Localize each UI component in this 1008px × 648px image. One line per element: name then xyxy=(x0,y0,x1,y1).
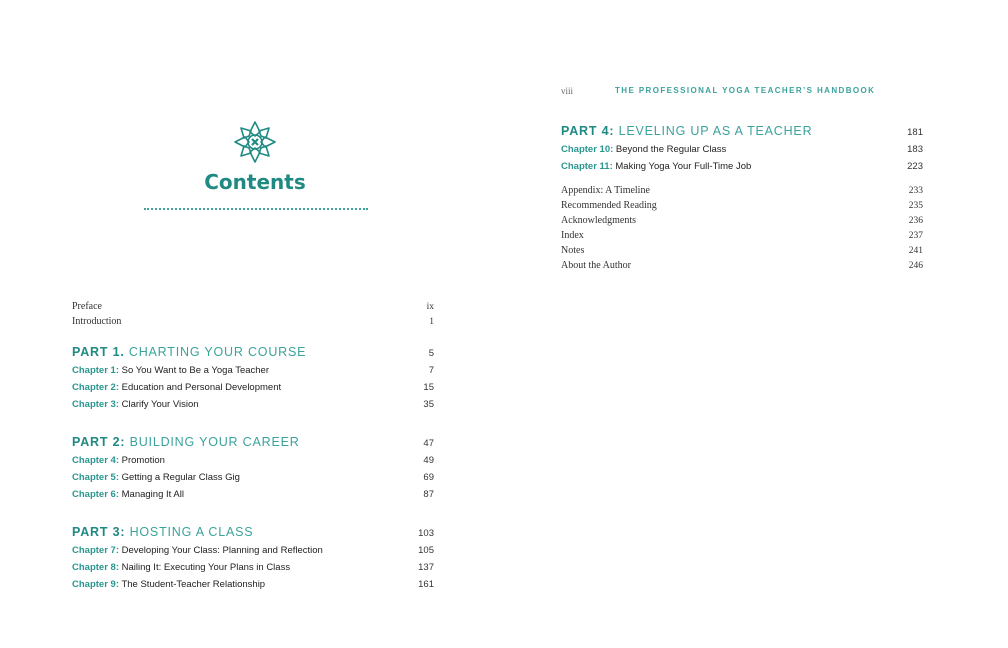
chapter-title: Education and Personal Development xyxy=(121,382,282,393)
chapter-number: Chapter 6: xyxy=(72,489,119,500)
toc-entry-introduction[interactable] xyxy=(72,316,434,331)
chapter-entry[interactable] xyxy=(72,399,434,416)
chapter-page: 35 xyxy=(423,399,434,410)
entry-label: Appendix: A Timeline xyxy=(561,185,650,196)
chapter-entry[interactable] xyxy=(72,489,434,506)
entry-label: Notes xyxy=(561,245,585,256)
part-4-block xyxy=(561,124,923,178)
running-head xyxy=(561,86,876,96)
chapter-title: The Student-Teacher Relationship xyxy=(121,579,266,590)
chapter-number: Chapter 10: xyxy=(561,144,614,155)
chapter-title: Making Yoga Your Full-Time Job xyxy=(615,161,752,172)
part-title: HOSTING A CLASS xyxy=(129,525,254,539)
part-title: CHARTING YOUR COURSE xyxy=(128,345,307,359)
entry-page: 1 xyxy=(429,317,434,327)
toc-entry-notes[interactable] xyxy=(561,245,923,260)
part-title: BUILDING YOUR CAREER xyxy=(129,435,300,449)
part-page: 5 xyxy=(428,348,434,359)
toc-entry-about-the-author[interactable] xyxy=(561,260,923,275)
toc-entry-appendix[interactable] xyxy=(561,185,923,200)
part-number: PART 2: xyxy=(72,435,126,449)
entry-page: 233 xyxy=(908,186,923,196)
toc-entry-acknowledgments[interactable] xyxy=(561,215,923,230)
part-title: LEVELING UP AS A TEACHER xyxy=(618,124,813,138)
chapter-number: Chapter 2: xyxy=(72,382,119,393)
chapter-page: 161 xyxy=(418,579,434,590)
page-folio: viii xyxy=(561,86,574,96)
part-number: PART 3: xyxy=(72,525,126,539)
chapter-title: Developing Your Class: Planning and Reflection xyxy=(121,545,323,556)
chapter-title: Nailing It: Executing Your Plans in Class xyxy=(121,562,291,573)
entry-page: 237 xyxy=(908,231,923,241)
chapter-page: 87 xyxy=(423,489,434,500)
chapter-number: Chapter 3: xyxy=(72,399,119,410)
chapter-title: Promotion xyxy=(121,455,165,466)
chapter-number: Chapter 5: xyxy=(72,472,119,483)
chapter-number: Chapter 8: xyxy=(72,562,119,573)
part-heading[interactable] xyxy=(72,525,434,545)
chapter-title: Beyond the Regular Class xyxy=(615,144,727,155)
chapter-page: 69 xyxy=(423,472,434,483)
toc-entry-preface[interactable] xyxy=(72,301,434,316)
chapter-entry[interactable] xyxy=(72,472,434,489)
chapter-entry[interactable] xyxy=(561,144,923,161)
dotted-divider xyxy=(144,208,368,210)
entry-label: Preface xyxy=(72,301,102,312)
entry-label: About the Author xyxy=(561,260,631,271)
part-number: PART 4: xyxy=(561,124,615,138)
chapter-title: So You Want to Be a Yoga Teacher xyxy=(121,365,269,376)
chapter-entry[interactable] xyxy=(561,161,923,178)
chapter-number: Chapter 9: xyxy=(72,579,119,590)
front-matter-list xyxy=(72,301,434,331)
part-page: 47 xyxy=(423,438,434,449)
part-heading[interactable] xyxy=(561,124,923,144)
entry-label: Acknowledgments xyxy=(561,215,636,226)
part-number: PART 1. xyxy=(72,345,125,359)
part-3-block xyxy=(72,525,434,596)
chapter-page: 183 xyxy=(907,144,923,155)
chapter-page: 223 xyxy=(907,161,923,172)
lotus-x-icon xyxy=(233,120,277,164)
back-matter-list xyxy=(561,185,923,275)
page-title: Contents xyxy=(204,170,306,194)
book-title: THE PROFESSIONAL YOGA TEACHER’S HANDBOOK xyxy=(615,86,876,95)
part-1-block xyxy=(72,345,434,416)
entry-page: 236 xyxy=(908,216,923,226)
chapter-number: Chapter 11: xyxy=(561,161,613,172)
chapter-entry[interactable] xyxy=(72,562,434,579)
chapter-page: 7 xyxy=(428,365,434,376)
chapter-page: 137 xyxy=(418,562,434,573)
toc-entry-recommended-reading[interactable] xyxy=(561,200,923,215)
chapter-number: Chapter 7: xyxy=(72,545,119,556)
chapter-page: 105 xyxy=(418,545,434,556)
chapter-title: Clarify Your Vision xyxy=(121,399,199,410)
chapter-title: Getting a Regular Class Gig xyxy=(121,472,240,483)
entry-label: Recommended Reading xyxy=(561,200,657,211)
entry-label: Introduction xyxy=(72,316,122,327)
part-page: 103 xyxy=(418,528,434,539)
chapter-number: Chapter 1: xyxy=(72,365,119,376)
chapter-number: Chapter 4: xyxy=(72,455,119,466)
chapter-page: 15 xyxy=(423,382,434,393)
entry-page: 246 xyxy=(908,261,923,271)
toc-entry-index[interactable] xyxy=(561,230,923,245)
part-heading[interactable] xyxy=(72,345,434,365)
entry-page: 241 xyxy=(908,246,923,256)
entry-page: 235 xyxy=(908,201,923,211)
part-heading[interactable] xyxy=(72,435,434,455)
part-page: 181 xyxy=(907,127,923,138)
chapter-entry[interactable] xyxy=(72,455,434,472)
chapter-page: 49 xyxy=(423,455,434,466)
chapter-title: Managing It All xyxy=(121,489,184,500)
chapter-entry[interactable] xyxy=(72,365,434,382)
part-2-block xyxy=(72,435,434,506)
entry-page: ix xyxy=(426,302,434,312)
entry-label: Index xyxy=(561,230,584,241)
chapter-entry[interactable] xyxy=(72,382,434,399)
chapter-entry[interactable] xyxy=(72,579,434,596)
chapter-entry[interactable] xyxy=(72,545,434,562)
